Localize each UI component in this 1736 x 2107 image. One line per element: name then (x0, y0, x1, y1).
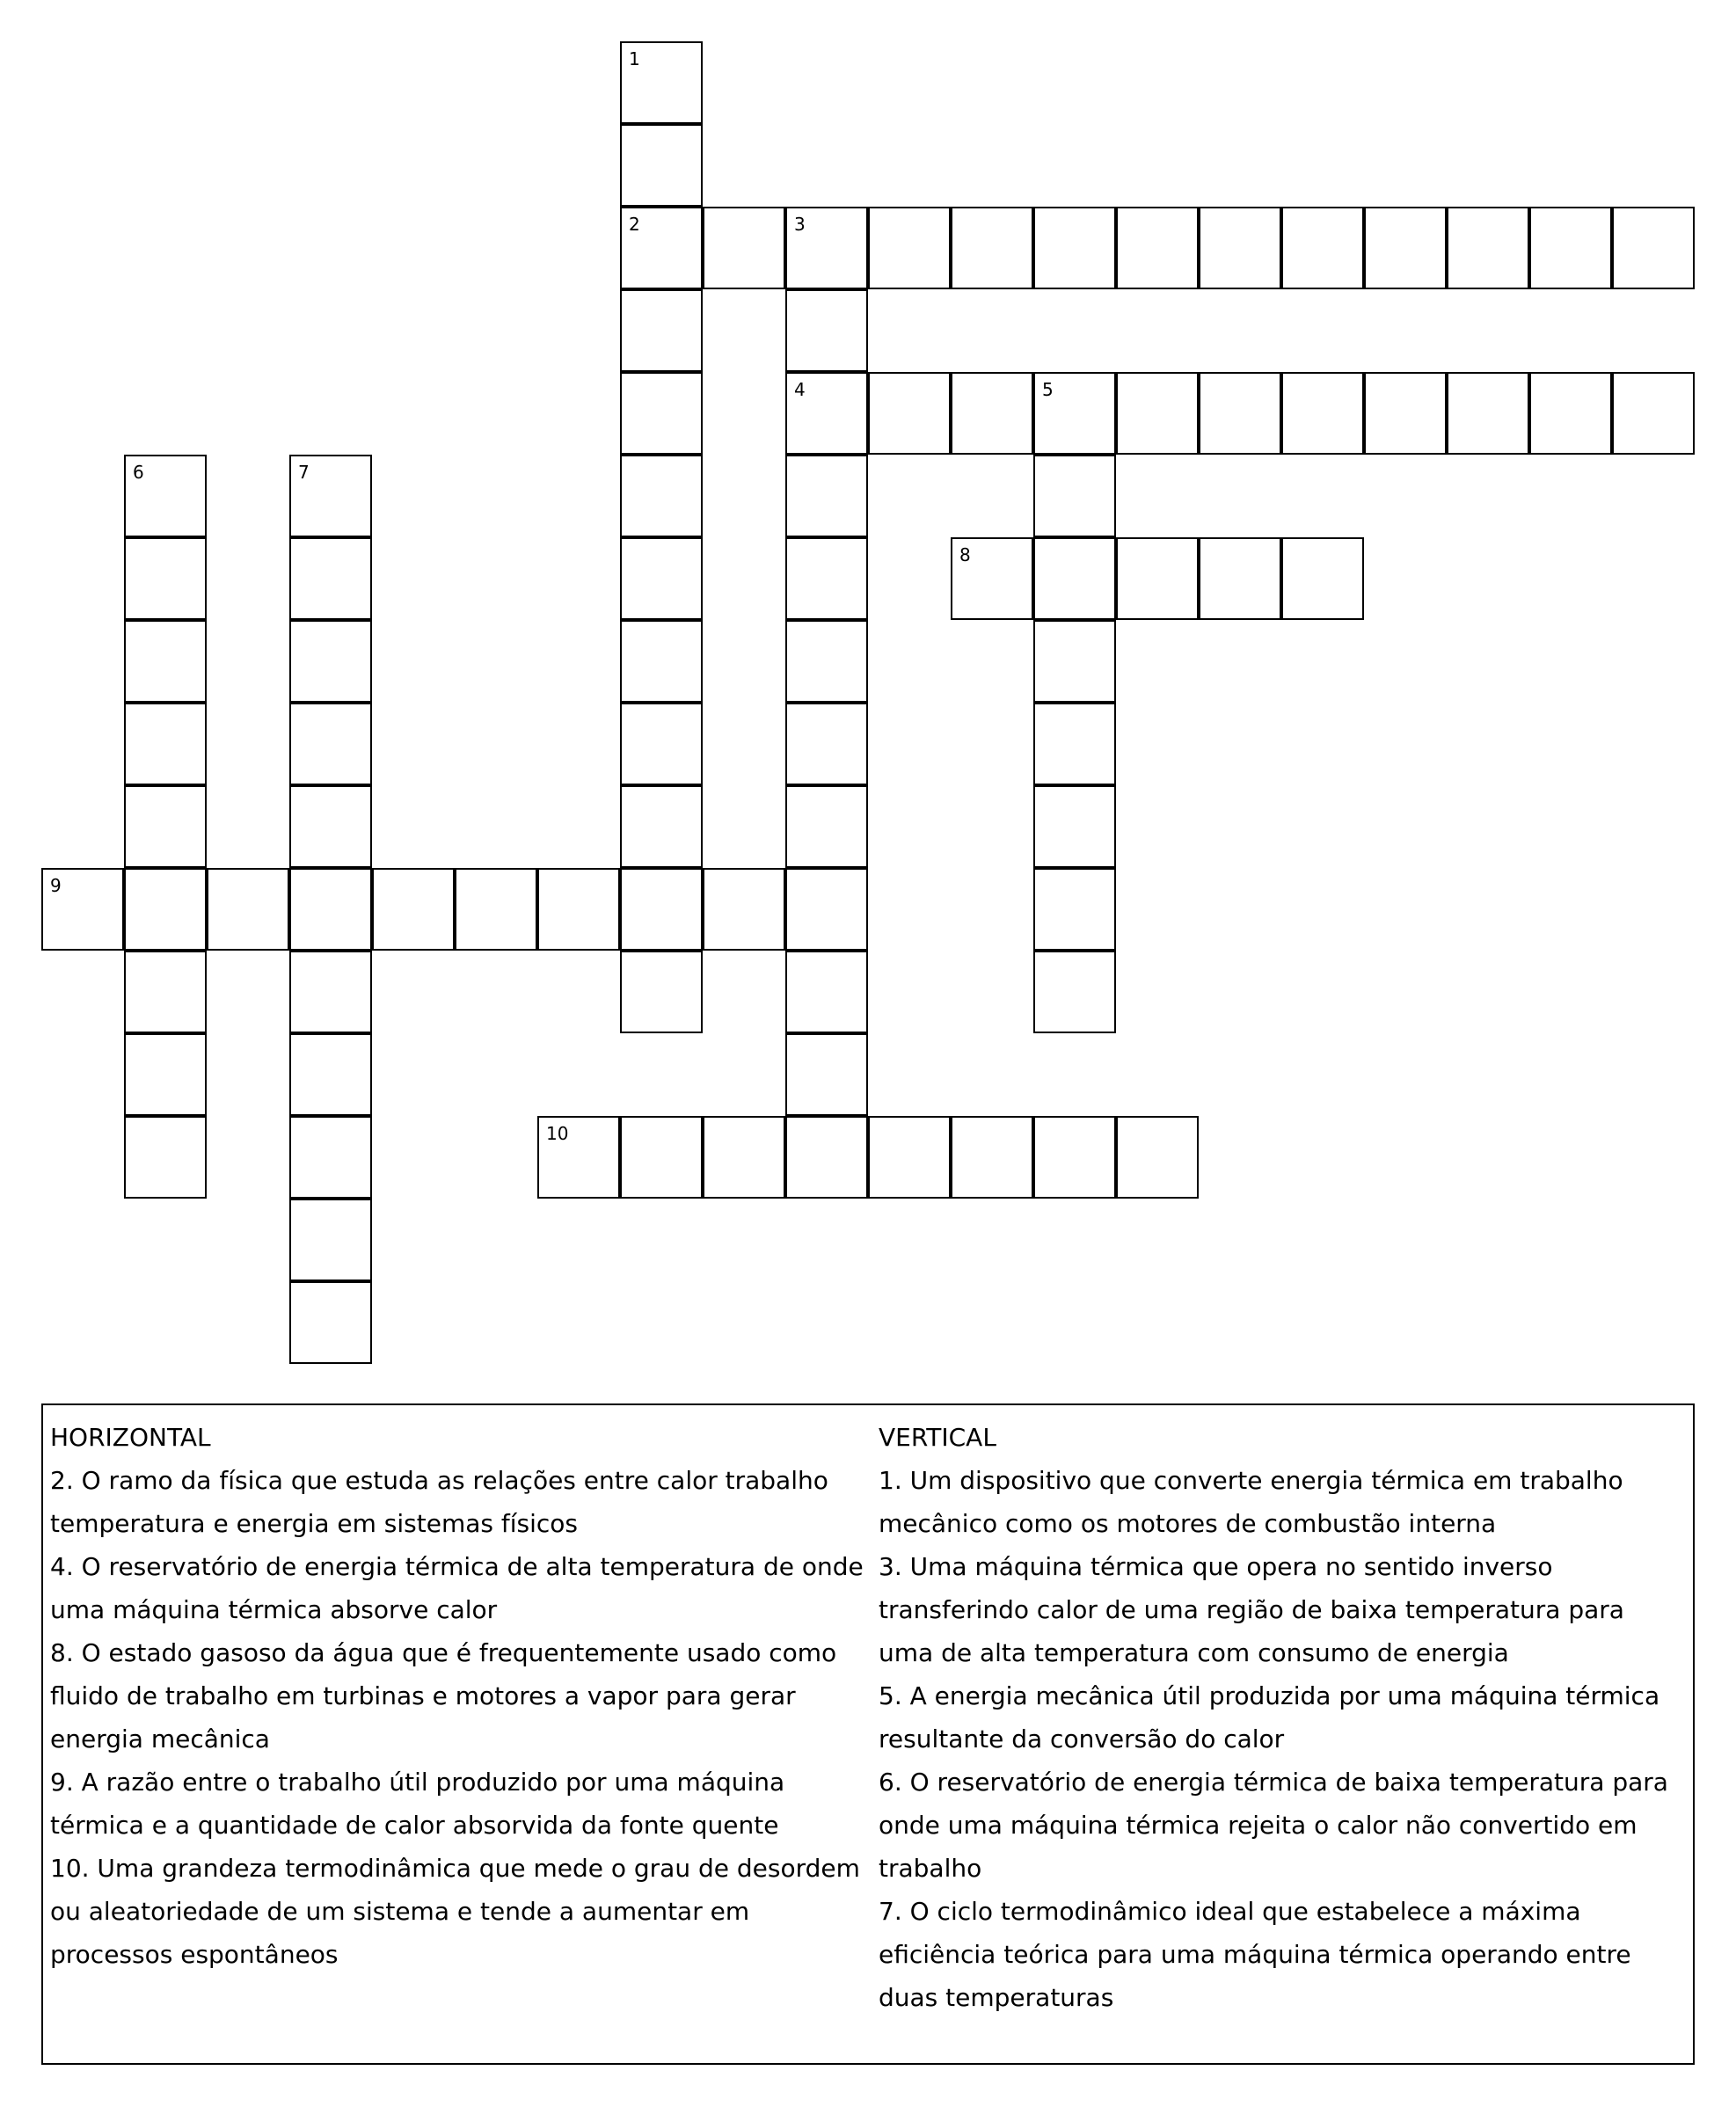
grid-cell[interactable] (1447, 207, 1529, 289)
grid-cell[interactable] (1199, 537, 1281, 620)
grid-cell[interactable] (537, 1116, 620, 1199)
grid-cell[interactable] (1033, 785, 1116, 868)
grid-cell[interactable] (951, 372, 1033, 455)
clue-number: 9 (50, 875, 62, 896)
clue-1-down: 1. Um dispositivo que converte energia térmica em trabalho mecânico como os motores de combustão interna (879, 1466, 1623, 1538)
vertical-clues (879, 1416, 1670, 2019)
grid-cell[interactable] (289, 868, 372, 951)
grid-cell[interactable] (868, 1116, 951, 1199)
grid-cell[interactable] (1116, 1116, 1199, 1199)
grid-cell[interactable] (455, 868, 537, 951)
grid-cell[interactable] (785, 537, 868, 620)
grid-cell[interactable] (951, 1116, 1033, 1199)
clue-number: 1 (629, 48, 640, 69)
grid-cell[interactable] (703, 868, 785, 951)
clue-5-down: 5. A energia mecânica útil produzida por uma máquina térmica resultante da conversão do calor (879, 1681, 1660, 1753)
clue-number: 2 (629, 214, 640, 235)
grid-cell[interactable] (41, 868, 124, 951)
grid-cell[interactable] (620, 785, 703, 868)
grid-cell[interactable] (289, 537, 372, 620)
grid-cell[interactable] (785, 785, 868, 868)
grid-cell[interactable] (1281, 372, 1364, 455)
grid-cell[interactable] (1281, 537, 1364, 620)
clue-number: 10 (546, 1123, 569, 1144)
grid-cell[interactable] (289, 951, 372, 1033)
grid-cell[interactable] (1033, 1116, 1116, 1199)
grid-cell[interactable] (1033, 868, 1116, 951)
grid-cell[interactable] (785, 620, 868, 703)
grid-cell[interactable] (1116, 372, 1199, 455)
grid-cell[interactable] (289, 1281, 372, 1364)
grid-cell[interactable] (124, 620, 207, 703)
grid-cell[interactable] (1529, 207, 1612, 289)
clue-number: 4 (794, 379, 806, 400)
grid-cell[interactable] (124, 951, 207, 1033)
grid-cell[interactable] (785, 372, 868, 455)
grid-cell[interactable] (289, 785, 372, 868)
grid-cell[interactable] (1612, 207, 1695, 289)
grid-cell[interactable] (620, 289, 703, 372)
grid-cell[interactable] (124, 868, 207, 951)
grid-cell[interactable] (785, 703, 868, 785)
grid-cell[interactable] (785, 1033, 868, 1116)
grid-cell[interactable] (1364, 207, 1447, 289)
grid-cell[interactable] (1033, 537, 1116, 620)
grid-cell[interactable] (620, 1116, 703, 1199)
grid-cell[interactable] (1033, 703, 1116, 785)
grid-cell[interactable] (620, 207, 703, 289)
clue-8-across: 8. O estado gasoso da água que é frequentemente usado como fluido de trabalho em turbinas e motores a vapor para gerar energia mecânica (50, 1638, 837, 1753)
horizontal-clues (50, 1416, 868, 1976)
clue-10-across: 10. Uma grandeza termodinâmica que mede o grau de desordem ou aleatoriedade de um sistema e tende a aumentar em processos espontâneos (50, 1854, 860, 1969)
grid-cell[interactable] (289, 1199, 372, 1281)
grid-cell[interactable] (1447, 372, 1529, 455)
grid-cell[interactable] (620, 620, 703, 703)
grid-cell[interactable] (620, 124, 703, 207)
grid-cell[interactable] (124, 703, 207, 785)
grid-cell[interactable] (289, 455, 372, 537)
vertical-heading: VERTICAL (879, 1423, 996, 1452)
grid-cell[interactable] (620, 951, 703, 1033)
grid-cell[interactable] (785, 1116, 868, 1199)
clue-4-across: 4. O reservatório de energia térmica de alta temperatura de onde uma máquina térmica absorve calor (50, 1552, 864, 1624)
grid-cell[interactable] (1199, 207, 1281, 289)
grid-cell[interactable] (951, 537, 1033, 620)
grid-cell[interactable] (703, 1116, 785, 1199)
grid-cell[interactable] (1033, 455, 1116, 537)
grid-cell[interactable] (785, 289, 868, 372)
grid-cell[interactable] (785, 951, 868, 1033)
grid-cell[interactable] (785, 207, 868, 289)
grid-cell[interactable] (1199, 372, 1281, 455)
grid-cell[interactable] (1033, 620, 1116, 703)
clue-number: 6 (133, 462, 144, 483)
clue-number: 3 (794, 214, 806, 235)
clue-9-across: 9. A razão entre o trabalho útil produzido por uma máquina térmica e a quantidade de calor absorvida da fonte quente (50, 1768, 785, 1840)
grid-cell[interactable] (620, 868, 703, 951)
grid-cell[interactable] (1116, 207, 1199, 289)
grid-cell[interactable] (620, 537, 703, 620)
grid-cell[interactable] (703, 207, 785, 289)
grid-cell[interactable] (1364, 372, 1447, 455)
grid-cell[interactable] (620, 372, 703, 455)
grid-cell[interactable] (1033, 372, 1116, 455)
grid-cell[interactable] (1281, 207, 1364, 289)
grid-cell[interactable] (1033, 951, 1116, 1033)
grid-cell[interactable] (620, 703, 703, 785)
grid-cell[interactable] (868, 207, 951, 289)
clue-number: 5 (1042, 379, 1054, 400)
clue-2-across: 2. O ramo da física que estuda as relações entre calor trabalho temperatura e energia em sistemas físicos (50, 1466, 828, 1538)
clues-box (41, 1403, 1695, 2065)
grid-cell[interactable] (868, 372, 951, 455)
grid-cell[interactable] (289, 1116, 372, 1199)
clue-7-down: 7. O ciclo termodinâmico ideal que estabelece a máxima eficiência teórica para uma máquina térmica operando entre duas temperaturas (879, 1897, 1631, 2012)
grid-cell[interactable] (289, 703, 372, 785)
clue-number: 8 (959, 544, 971, 565)
grid-cell[interactable] (124, 1033, 207, 1116)
grid-cell[interactable] (124, 537, 207, 620)
grid-cell[interactable] (1529, 372, 1612, 455)
grid-cell[interactable] (372, 868, 455, 951)
horizontal-heading: HORIZONTAL (50, 1423, 211, 1452)
grid-cell[interactable] (785, 868, 868, 951)
clue-6-down: 6. O reservatório de energia térmica de baixa temperatura para onde uma máquina térmica rejeita o calor não convertido em trabalho (879, 1768, 1668, 1883)
grid-cell[interactable] (289, 1033, 372, 1116)
grid-cell[interactable] (620, 41, 703, 124)
grid-cell[interactable] (1612, 372, 1695, 455)
grid-cell[interactable] (207, 868, 289, 951)
grid-cell[interactable] (1116, 537, 1199, 620)
grid-cell[interactable] (124, 1116, 207, 1199)
grid-cell[interactable] (620, 455, 703, 537)
clue-number: 7 (298, 462, 310, 483)
grid-cell[interactable] (124, 455, 207, 537)
grid-cell[interactable] (1033, 207, 1116, 289)
clue-3-down: 3. Uma máquina térmica que opera no sentido inverso transferindo calor de uma região de baixa temperatura para uma de alta temperatura com consumo de energia (879, 1552, 1624, 1667)
grid-cell[interactable] (951, 207, 1033, 289)
grid-cell[interactable] (785, 455, 868, 537)
grid-cell[interactable] (289, 620, 372, 703)
grid-cell[interactable] (537, 868, 620, 951)
grid-cell[interactable] (124, 785, 207, 868)
